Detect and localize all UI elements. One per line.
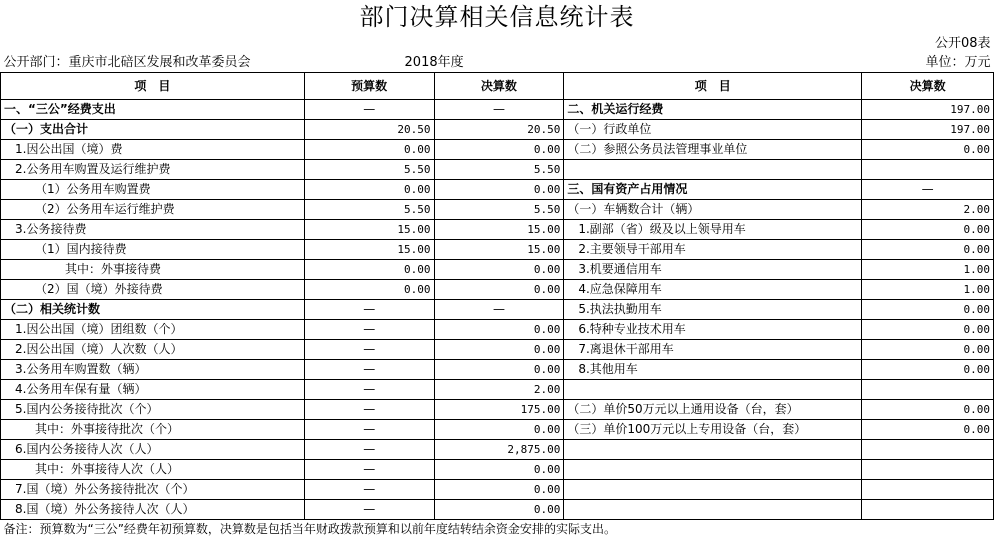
budget-value: — xyxy=(304,300,434,320)
form-number: 公开08表 xyxy=(934,36,991,51)
header-item-2: 项 目 xyxy=(564,73,862,100)
table-row xyxy=(1,380,994,400)
budget-value: 0.00 xyxy=(304,180,434,200)
budget-value: — xyxy=(304,340,434,360)
final-value: 0.00 xyxy=(434,260,564,280)
budget-value: — xyxy=(304,380,434,400)
budget-value: — xyxy=(304,400,434,420)
final-value: 0.00 xyxy=(434,320,564,340)
table-row xyxy=(1,140,994,160)
row-label: （二）相关统计数 xyxy=(1,300,305,320)
final-value-right xyxy=(862,500,994,520)
budget-value: — xyxy=(304,360,434,380)
row-label: 6.国内公务接待人次（人） xyxy=(1,440,305,460)
row-label-right: 二、机关运行经费 xyxy=(564,100,862,120)
row-label: 3.公务用车购置数（辆） xyxy=(1,360,305,380)
row-label: （2）公务用车运行维护费 xyxy=(1,200,305,220)
row-label: 2.公务用车购置及运行维护费 xyxy=(1,160,305,180)
row-label: （1）公务用车购置费 xyxy=(1,180,305,200)
budget-value: — xyxy=(304,100,434,120)
budget-value: 0.00 xyxy=(304,140,434,160)
final-value: 0.00 xyxy=(434,360,564,380)
table-row xyxy=(1,460,994,480)
row-label-right: 2.主要领导干部用车 xyxy=(564,240,862,260)
row-label: 其中：外事接待批次（个） xyxy=(1,420,305,440)
budget-value: — xyxy=(304,440,434,460)
row-label: 4.公务用车保有量（辆） xyxy=(1,380,305,400)
footnote: 备注：预算数为“三公”经费年初预算数，决算数是包括当年财政拨款预算和以前年度结转结余资金安排的实际支出。 xyxy=(3,522,616,536)
final-value-right: 2.00 xyxy=(862,200,994,220)
table-row xyxy=(1,280,994,300)
row-label-right: 3.机要通信用车 xyxy=(564,260,862,280)
table-row xyxy=(1,180,994,200)
row-label: 其中：外事接待人次（人） xyxy=(1,460,305,480)
row-label: 1.因公出国（境）费 xyxy=(1,140,305,160)
table-row xyxy=(1,500,994,520)
row-label-right: （二）参照公务员法管理事业单位 xyxy=(564,140,862,160)
budget-value: 15.00 xyxy=(304,220,434,240)
row-label-right xyxy=(564,380,862,400)
row-label: 一、“三公”经费支出 xyxy=(1,100,305,120)
final-value-right: 197.00 xyxy=(862,100,994,120)
final-value-right xyxy=(862,380,994,400)
final-value-right: 0.00 xyxy=(862,300,994,320)
final-value-right xyxy=(862,480,994,500)
row-label-right xyxy=(564,440,862,460)
row-label-right: 4.应急保障用车 xyxy=(564,280,862,300)
final-value: 20.50 xyxy=(434,120,564,140)
table-body xyxy=(1,100,994,520)
final-value: — xyxy=(434,300,564,320)
final-value: 2,875.00 xyxy=(434,440,564,460)
row-label: 2.因公出国（境）人次数（人） xyxy=(1,340,305,360)
row-label: 5.国内公务接待批次（个） xyxy=(1,400,305,420)
table-row xyxy=(1,220,994,240)
budget-value: 20.50 xyxy=(304,120,434,140)
final-value-right: 0.00 xyxy=(862,320,994,340)
table-row xyxy=(1,160,994,180)
row-label-right: 8.其他用车 xyxy=(564,360,862,380)
table-row xyxy=(1,360,994,380)
final-value-right: 0.00 xyxy=(862,140,994,160)
final-value-right: 197.00 xyxy=(862,120,994,140)
final-value-right: 0.00 xyxy=(862,420,994,440)
budget-value: 0.00 xyxy=(304,260,434,280)
final-value: 15.00 xyxy=(434,240,564,260)
final-value: 0.00 xyxy=(434,420,564,440)
final-value: 5.50 xyxy=(434,200,564,220)
final-value-right xyxy=(862,160,994,180)
final-value-right: 1.00 xyxy=(862,280,994,300)
final-value: 0.00 xyxy=(434,140,564,160)
final-value: 2.00 xyxy=(434,380,564,400)
table-row xyxy=(1,320,994,340)
budget-value: 0.00 xyxy=(304,280,434,300)
final-value: 5.50 xyxy=(434,160,564,180)
table-row xyxy=(1,260,994,280)
final-value: 0.00 xyxy=(434,460,564,480)
fiscal-year: 2018年度 xyxy=(304,53,564,73)
table-header xyxy=(1,73,994,100)
budget-value: — xyxy=(304,480,434,500)
row-label-right xyxy=(564,460,862,480)
final-value-right: 0.00 xyxy=(862,360,994,380)
department-label: 公开部门：重庆市北碚区发展和改革委员会 xyxy=(1,53,305,73)
row-label-right xyxy=(564,500,862,520)
final-value-right: 0.00 xyxy=(862,400,994,420)
table-row xyxy=(1,420,994,440)
row-label: 8.国（境）外公务接待人次（人） xyxy=(1,500,305,520)
final-value-right: 0.00 xyxy=(862,220,994,240)
row-label: （1）国内接待费 xyxy=(1,240,305,260)
final-value-right: 0.00 xyxy=(862,340,994,360)
row-label-right: （三）单价100万元以上专用设备（台，套） xyxy=(564,420,862,440)
budget-value: — xyxy=(304,460,434,480)
row-label-right: 三、国有资产占用情况 xyxy=(564,180,862,200)
final-value-right xyxy=(862,440,994,460)
row-label: 1.因公出国（境）团组数（个） xyxy=(1,320,305,340)
final-value: 175.00 xyxy=(434,400,564,420)
header-final-2: 决算数 xyxy=(862,73,994,100)
table-row xyxy=(1,240,994,260)
row-label: 3.公务接待费 xyxy=(1,220,305,240)
row-label-right: 7.离退休干部用车 xyxy=(564,340,862,360)
final-value: 15.00 xyxy=(434,220,564,240)
table-row xyxy=(1,440,994,460)
final-value-right xyxy=(862,460,994,480)
header-item: 项 目 xyxy=(1,73,305,100)
header-budget: 预算数 xyxy=(304,73,434,100)
unit-label: 单位：万元 xyxy=(862,53,994,73)
header-final: 决算数 xyxy=(434,73,564,100)
final-value: 0.00 xyxy=(434,180,564,200)
table-row xyxy=(1,340,994,360)
final-value-right: 1.00 xyxy=(862,260,994,280)
row-label: 7.国（境）外公务接待批次（个） xyxy=(1,480,305,500)
row-label-right: （二）单价50万元以上通用设备（台，套） xyxy=(564,400,862,420)
row-label: （一）支出合计 xyxy=(1,120,305,140)
page-title: 部门决算相关信息统计表 xyxy=(359,3,635,31)
row-label-right xyxy=(564,480,862,500)
row-label: 其中：外事接待费 xyxy=(1,260,305,280)
row-label-right: 5.执法执勤用车 xyxy=(564,300,862,320)
final-value-right: 0.00 xyxy=(862,240,994,260)
budget-value: 15.00 xyxy=(304,240,434,260)
row-label-right: （一）车辆数合计（辆） xyxy=(564,200,862,220)
final-value: 0.00 xyxy=(434,280,564,300)
budget-value: — xyxy=(304,500,434,520)
budget-value: 5.50 xyxy=(304,200,434,220)
row-label: （2）国（境）外接待费 xyxy=(1,280,305,300)
table-row xyxy=(1,300,994,320)
table-row xyxy=(1,480,994,500)
final-value: — xyxy=(434,100,564,120)
budget-value: — xyxy=(304,420,434,440)
table-row xyxy=(1,100,994,120)
table-row xyxy=(1,120,994,140)
row-label-right: 6.特种专业技术用车 xyxy=(564,320,862,340)
final-value: 0.00 xyxy=(434,340,564,360)
table-row xyxy=(1,200,994,220)
row-label-right: （一）行政单位 xyxy=(564,120,862,140)
final-value-right: — xyxy=(862,180,994,200)
final-value: 0.00 xyxy=(434,500,564,520)
row-label-right: 1.副部（省）级及以上领导用车 xyxy=(564,220,862,240)
budget-value: — xyxy=(304,320,434,340)
row-label-right xyxy=(564,160,862,180)
table-row xyxy=(1,400,994,420)
final-value: 0.00 xyxy=(434,480,564,500)
budget-value: 5.50 xyxy=(304,160,434,180)
